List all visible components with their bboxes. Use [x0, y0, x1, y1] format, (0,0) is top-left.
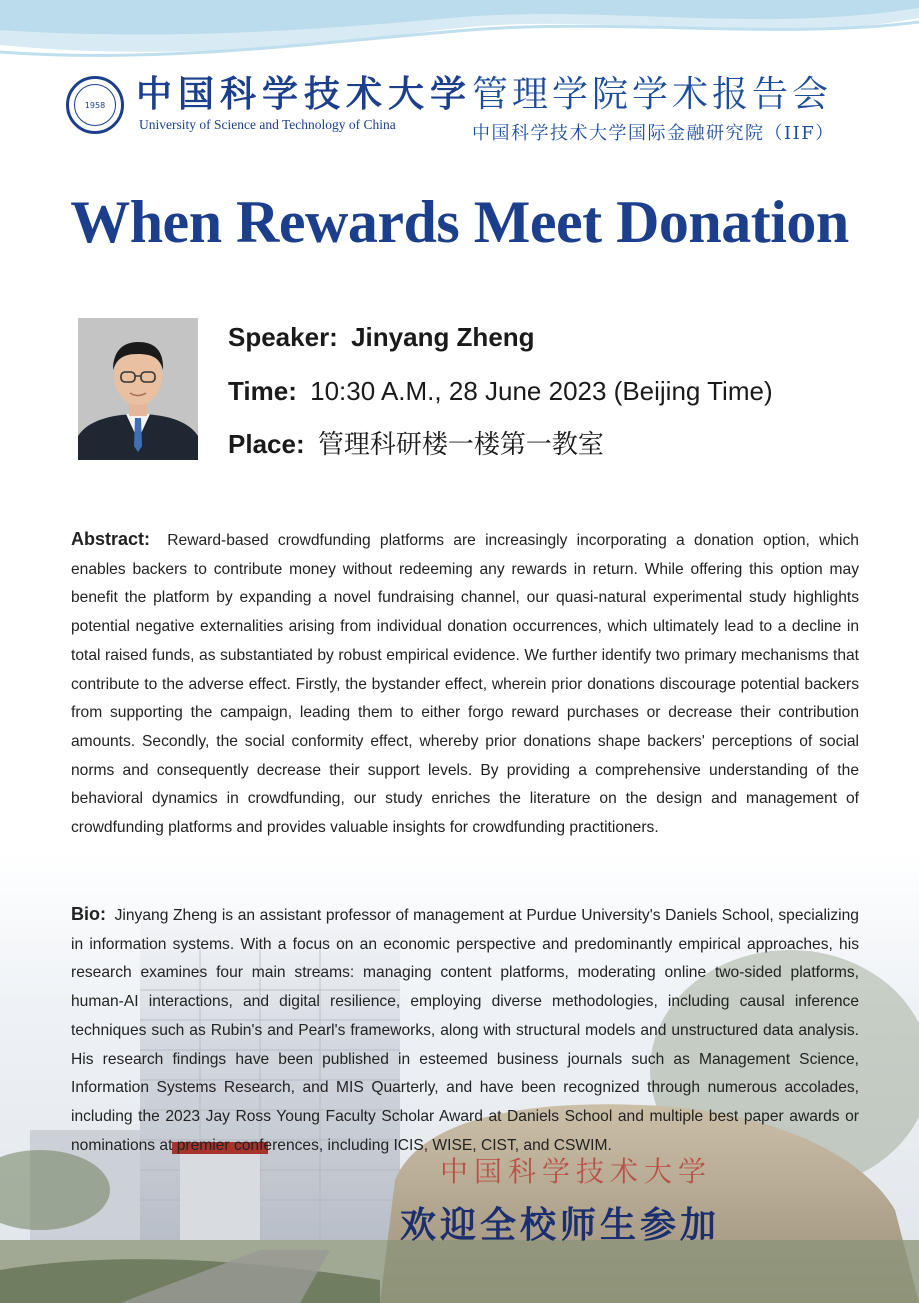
- bio-section: [71, 900, 859, 1160]
- abstract-section: [71, 525, 859, 843]
- abstract-label: Abstract:: [71, 529, 151, 549]
- place-value: 管理科研楼一楼第一教室: [317, 429, 604, 459]
- welcome-banner: 欢迎全校师生参加: [400, 1204, 721, 1246]
- time-label: Time:: [228, 376, 297, 406]
- university-name-cn: 中国科学技术大学: [136, 73, 473, 115]
- series-title: 管理学院学术报告会: [472, 74, 833, 115]
- speaker-name: Jinyang Zheng: [351, 322, 535, 352]
- bio-label: Bio:: [71, 904, 106, 924]
- university-name-en: University of Science and Technology of China: [139, 117, 396, 132]
- series-subtitle: 中国科学技术大学国际金融研究院（IIF）: [472, 123, 835, 144]
- speaker-photo: [78, 318, 198, 460]
- speaker-label: Speaker:: [228, 322, 338, 352]
- bio-text: Jinyang Zheng is an assistant professor of management at Purdue University's Daniels School, specializing in information systems. With a focus on an economic perspective and predominantly empirical approaches, his research examines four main streams: managing content platforms, moderating online two-sided platforms, human-AI interactions, and digital resilience, employing diverse methodologies, including causal inference techniques such as Rubin's and Pearl's frameworks, along with structural models and unstructured data analysis. His research findings have been published in esteemed business journals such as Management Science, Information Systems Research, and MIS Quarterly, and have been recognized through numerous accolades, including the 2023 Jay Ross Young Faculty Scholar Award at Daniels School and multiple best paper awards or nominations at premier conferences, including ICIS, WISE, CIST, and CSWIM.: [71, 907, 859, 1154]
- time-line: [228, 374, 773, 408]
- abstract-text: Reward-based crowdfunding platforms are increasingly incorporating a donation option, which enables backers to contribute money without redeeming any rewards in return. While offering this option may benefit the platform by expanding a novel fundraising channel, our quasi-natural experimental study highlights potential negative externalities arising from individual donation occurrences, which ultimately lead to a decline in total raised funds, as substantiated by robust empirical evidence. We further identify two primary mechanisms that contribute to the adverse effect. Firstly, the bystander effect, wherein prior donations discourage potential backers from supporting the campaign, leading them to either forgo reward purchases or decrease their contribution amounts. Secondly, the social conformity effect, whereby prior donations shape backers' perceptions of social norms and consequently decrease their support levels. By providing a comprehensive understanding of the behavioral dynamics in crowdfunding, our study enriches the literature on the design and management of crowdfunding platforms and provides valuable insights for crowdfunding practitioners.: [71, 532, 859, 837]
- talk-title: When Rewards Meet Donation: [70, 189, 849, 255]
- rock-inscription: 中国科学技术大学: [440, 1155, 713, 1188]
- speaker-line: [228, 320, 535, 354]
- top-wave-decoration: [0, 0, 919, 70]
- place-line: [228, 427, 604, 461]
- speaker-portrait-icon: [78, 318, 198, 460]
- time-value: 10:30 A.M., 28 June 2023 (Beijing Time): [310, 376, 773, 406]
- university-seal-icon: [66, 76, 124, 134]
- place-label: Place:: [228, 429, 305, 459]
- seal-year: 1958: [74, 84, 116, 126]
